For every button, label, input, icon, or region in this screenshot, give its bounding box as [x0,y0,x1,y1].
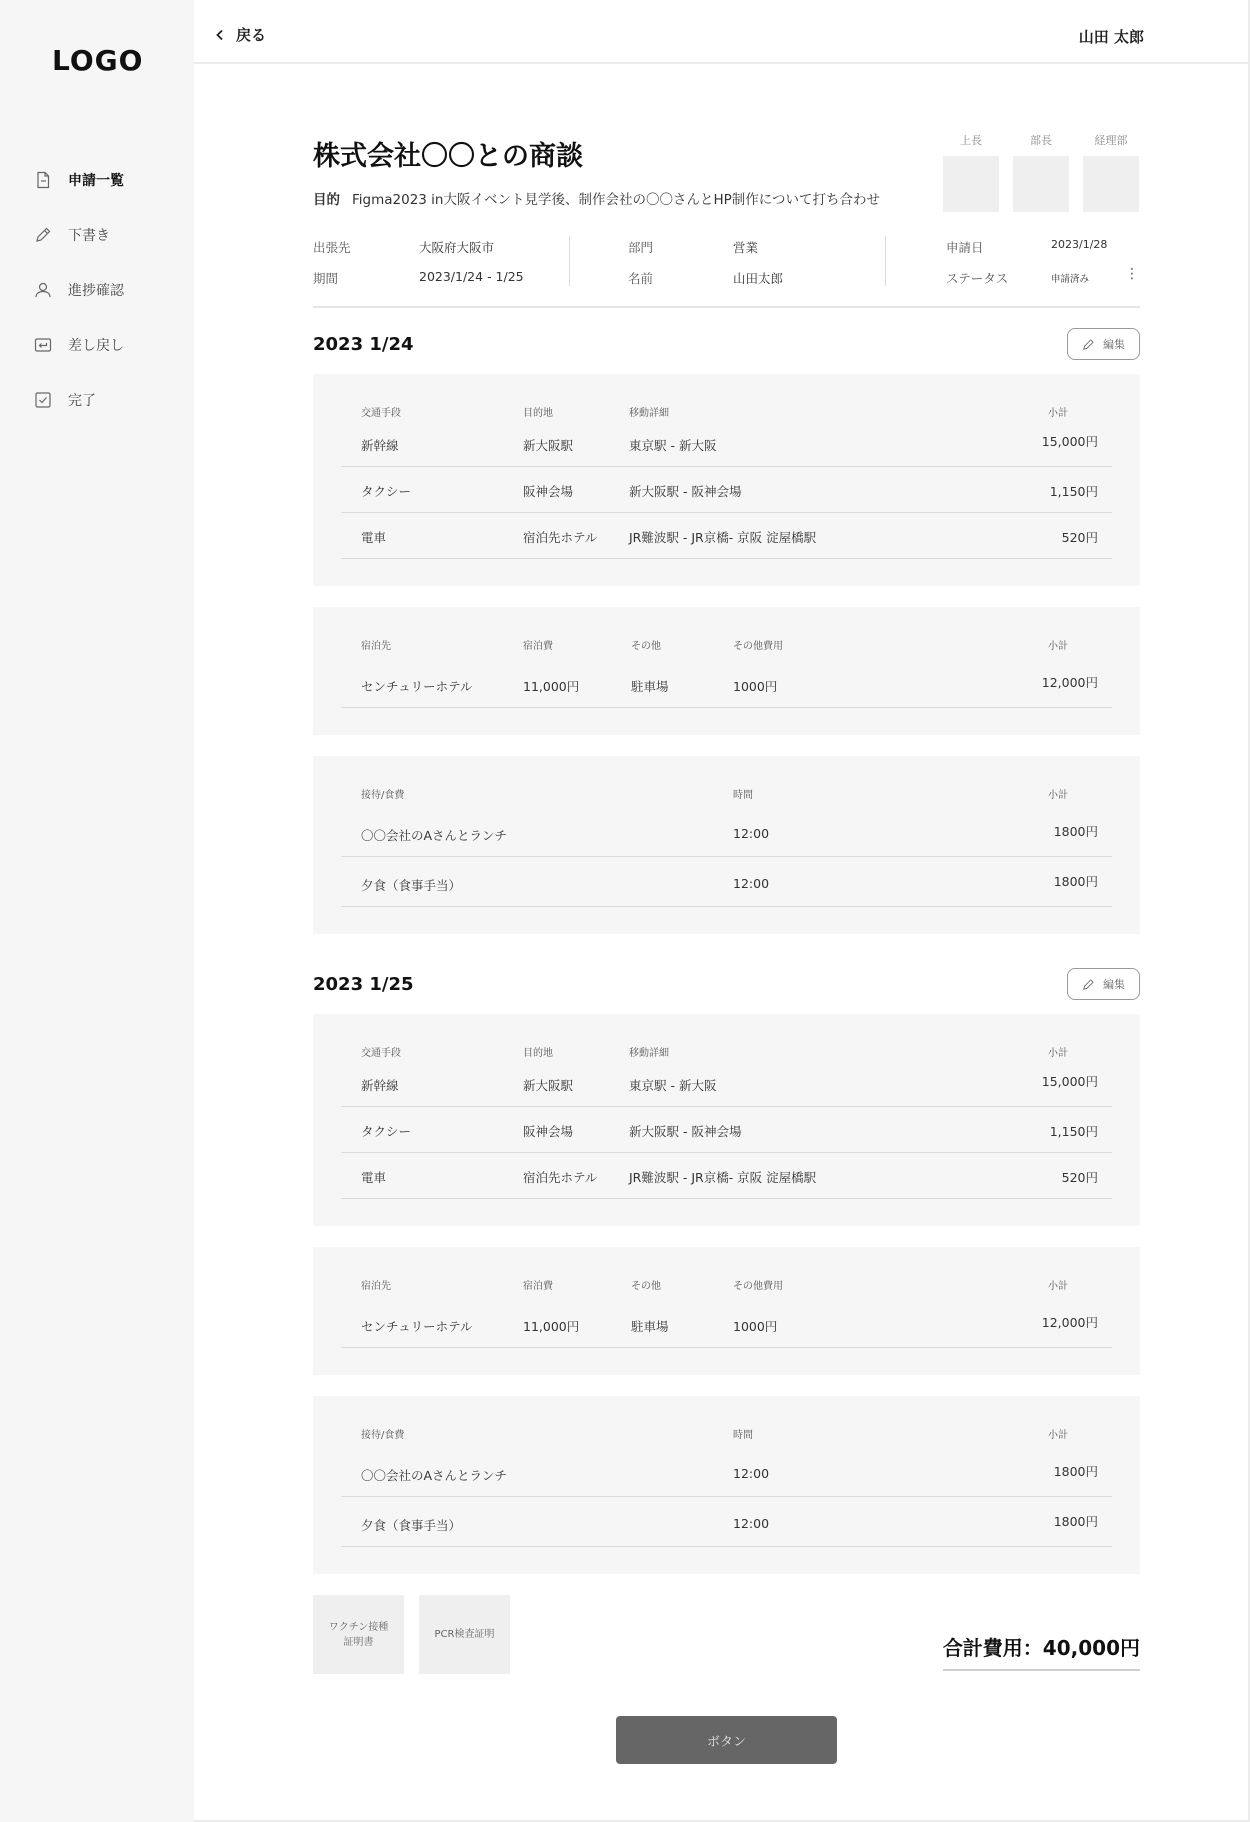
transport-subtotal: 520円 [1061,530,1098,545]
row-divider [341,1106,1112,1107]
divider [569,236,570,286]
status-label: ステータス [946,271,1009,286]
column-header: 小計 [1048,790,1068,801]
transport-method: 新幹線 [361,1078,399,1093]
transport-subtotal: 520円 [1061,1170,1098,1185]
column-header: 交通手段 [361,408,401,419]
meal-subtotal: 1800円 [1053,1464,1098,1479]
column-header: 宿泊先 [361,1281,391,1292]
transport-subtotal: 15,000円 [1041,1074,1098,1089]
column-header: 小計 [1048,408,1068,419]
transport-destination: 阪神会場 [523,484,574,499]
meal-description: 〇〇会社のAさんとランチ [361,828,508,843]
pencil-icon [1082,978,1095,991]
transport-method: 新幹線 [361,438,399,453]
column-header: その他費用 [733,1281,783,1292]
sidebar-item-returned[interactable] [34,317,124,372]
period-value: 2023/1/24 - 1/25 [419,269,524,284]
edit-button[interactable] [1067,968,1140,1000]
sidebar [0,0,194,1822]
department-label: 部門 [628,240,654,255]
column-header: 宿泊費 [523,641,553,652]
purpose-row [313,188,880,208]
chevron-left-icon [214,29,226,41]
lodging-name: センチュリーホテル [361,679,473,694]
lodging-card [313,1247,1140,1375]
row-divider [341,1198,1112,1199]
total-cost: 合計費用：40,000円 [943,1632,1140,1671]
approval-stamps [943,132,1139,212]
logo: LOGO [52,44,144,77]
approval-supervisor [943,132,999,212]
lodging-other-fee: 1000円 [733,1319,778,1334]
row-divider [341,558,1112,559]
meal-time: 12:00 [733,876,770,891]
row-divider [341,1347,1112,1348]
meal-description: 夕食（食事手当） [361,878,462,893]
sidebar-item-label: 下書き [68,227,110,244]
lodging-other: 駐車場 [631,679,669,694]
meals-card [313,1396,1140,1574]
column-header: 宿泊先 [361,641,391,652]
approval-stamp-box [1083,156,1139,212]
lodging-subtotal: 12,000円 [1041,675,1098,690]
column-header: その他 [631,641,661,652]
edit-button[interactable] [1067,328,1140,360]
checkbox-icon [34,391,52,409]
transport-detail: 新大阪駅 - 阪神会場 [629,1124,742,1139]
lodging-card [313,607,1140,735]
transport-method: 電車 [361,1170,387,1185]
edit-label: 編集 [1103,978,1125,991]
transport-destination: 宿泊先ホテル [523,530,598,545]
transport-destination: 阪神会場 [523,1124,574,1139]
transport-subtotal: 1,150円 [1049,1124,1098,1139]
sidebar-item-progress[interactable] [34,262,124,317]
transport-method: タクシー [361,484,412,499]
sidebar-item-application-list[interactable] [34,152,124,207]
transport-detail: 東京駅 - 新大阪 [629,1078,717,1093]
approval-manager [1013,132,1069,212]
name-value: 山田太郎 [733,271,784,286]
applied-date-value: 2023/1/28 [1051,238,1108,251]
applied-date-label: 申請日 [946,240,984,255]
row-divider [341,466,1112,467]
pencil-icon [1082,338,1095,351]
approval-stamp-box [943,156,999,212]
column-header: 時間 [733,790,753,801]
approval-stamp-box [1013,156,1069,212]
transport-card [313,374,1140,586]
day-title: 2023 1/25 [313,974,414,995]
back-label: 戻る [236,26,267,44]
row-divider [341,1496,1112,1497]
row-divider [341,906,1112,907]
user-name[interactable]: 山田 太郎 [1078,28,1144,46]
approval-label: 部長 [1030,134,1052,147]
edit-label: 編集 [1103,338,1125,351]
pcr-certificate-tile[interactable]: PCR検査証明 [419,1595,510,1674]
column-header: その他 [631,1281,661,1292]
meal-subtotal: 1800円 [1053,874,1098,889]
sidebar-item-label: 進捗確認 [68,282,124,299]
meal-time: 12:00 [733,1466,770,1481]
row-divider [341,1546,1112,1547]
transport-method: 電車 [361,530,387,545]
day-title: 2023 1/24 [313,334,414,355]
sidebar-item-label: 差し戻し [68,337,124,354]
sidebar-item-drafts[interactable] [34,207,124,262]
approval-accounting [1083,132,1139,212]
page-title: 株式会社〇〇との商談 [313,141,583,172]
sidebar-item-label: 完了 [68,392,96,409]
submit-button[interactable]: ボタン [616,1716,837,1764]
divider [885,236,886,286]
name-label: 名前 [628,271,654,286]
meal-description: 夕食（食事手当） [361,1518,462,1533]
column-header: 小計 [1048,1048,1068,1059]
column-header: 目的地 [523,1048,553,1059]
top-bar [194,0,1248,64]
row-divider [341,856,1112,857]
transport-detail: 東京駅 - 新大阪 [629,438,717,453]
transport-subtotal: 15,000円 [1041,434,1098,449]
purpose-label: 目的 [313,192,340,208]
user-icon [34,281,52,299]
approval-label: 上長 [960,134,982,147]
lodging-name: センチュリーホテル [361,1319,473,1334]
meal-subtotal: 1800円 [1053,824,1098,839]
trip-info [313,236,1140,308]
destination-value: 大阪府大阪市 [419,240,495,255]
vaccination-certificate-tile[interactable]: ワクチン接種 証明書 [313,1595,404,1674]
column-header: 小計 [1048,1281,1068,1292]
sidebar-nav [34,152,124,427]
row-divider [341,707,1112,708]
return-icon [34,336,52,354]
period-label: 期間 [313,271,339,286]
lodging-fee: 11,000円 [523,1319,580,1334]
transport-card [313,1014,1140,1226]
approval-label: 経理部 [1094,134,1128,147]
pencil-icon [34,226,52,244]
meal-description: 〇〇会社のAさんとランチ [361,1468,508,1483]
lodging-other-fee: 1000円 [733,679,778,694]
column-header: 移動詳細 [629,1048,669,1059]
more-options-icon[interactable]: ⋮ [1125,266,1139,282]
row-divider [341,1152,1112,1153]
lodging-fee: 11,000円 [523,679,580,694]
column-header: 小計 [1048,1430,1068,1441]
column-header: 宿泊費 [523,1281,553,1292]
sidebar-item-completed[interactable] [34,372,124,427]
meal-time: 12:00 [733,1516,770,1531]
transport-method: タクシー [361,1124,412,1139]
column-header: 時間 [733,1430,753,1441]
column-header: 接待/食費 [361,790,405,801]
transport-detail: JR難波駅 - JR京橋- 京阪 淀屋橋駅 [629,1170,817,1185]
transport-destination: 新大阪駅 [523,438,574,453]
destination-label: 出張先 [313,240,351,255]
transport-destination: 宿泊先ホテル [523,1170,598,1185]
sidebar-item-label: 申請一覧 [68,172,124,189]
status-value: 申請済み [1051,274,1090,285]
purpose-text: Figma2023 in大阪イベント見学後、制作会社の〇〇さんとHP制作について打ち合わせ [352,192,881,208]
column-header: 移動詳細 [629,408,669,419]
transport-detail: JR難波駅 - JR京橋- 京阪 淀屋橋駅 [629,530,817,545]
column-header: その他費用 [733,641,783,652]
meal-time: 12:00 [733,826,770,841]
lodging-other: 駐車場 [631,1319,669,1334]
column-header: 交通手段 [361,1048,401,1059]
department-value: 営業 [733,240,759,255]
row-divider [341,512,1112,513]
column-header: 目的地 [523,408,553,419]
lodging-subtotal: 12,000円 [1041,1315,1098,1330]
back-link[interactable] [214,24,266,45]
meals-card [313,756,1140,934]
transport-destination: 新大阪駅 [523,1078,574,1093]
meal-subtotal: 1800円 [1053,1514,1098,1529]
document-icon [34,171,52,189]
column-header: 小計 [1048,641,1068,652]
column-header: 接待/食費 [361,1430,405,1441]
transport-subtotal: 1,150円 [1049,484,1098,499]
transport-detail: 新大阪駅 - 阪神会場 [629,484,742,499]
